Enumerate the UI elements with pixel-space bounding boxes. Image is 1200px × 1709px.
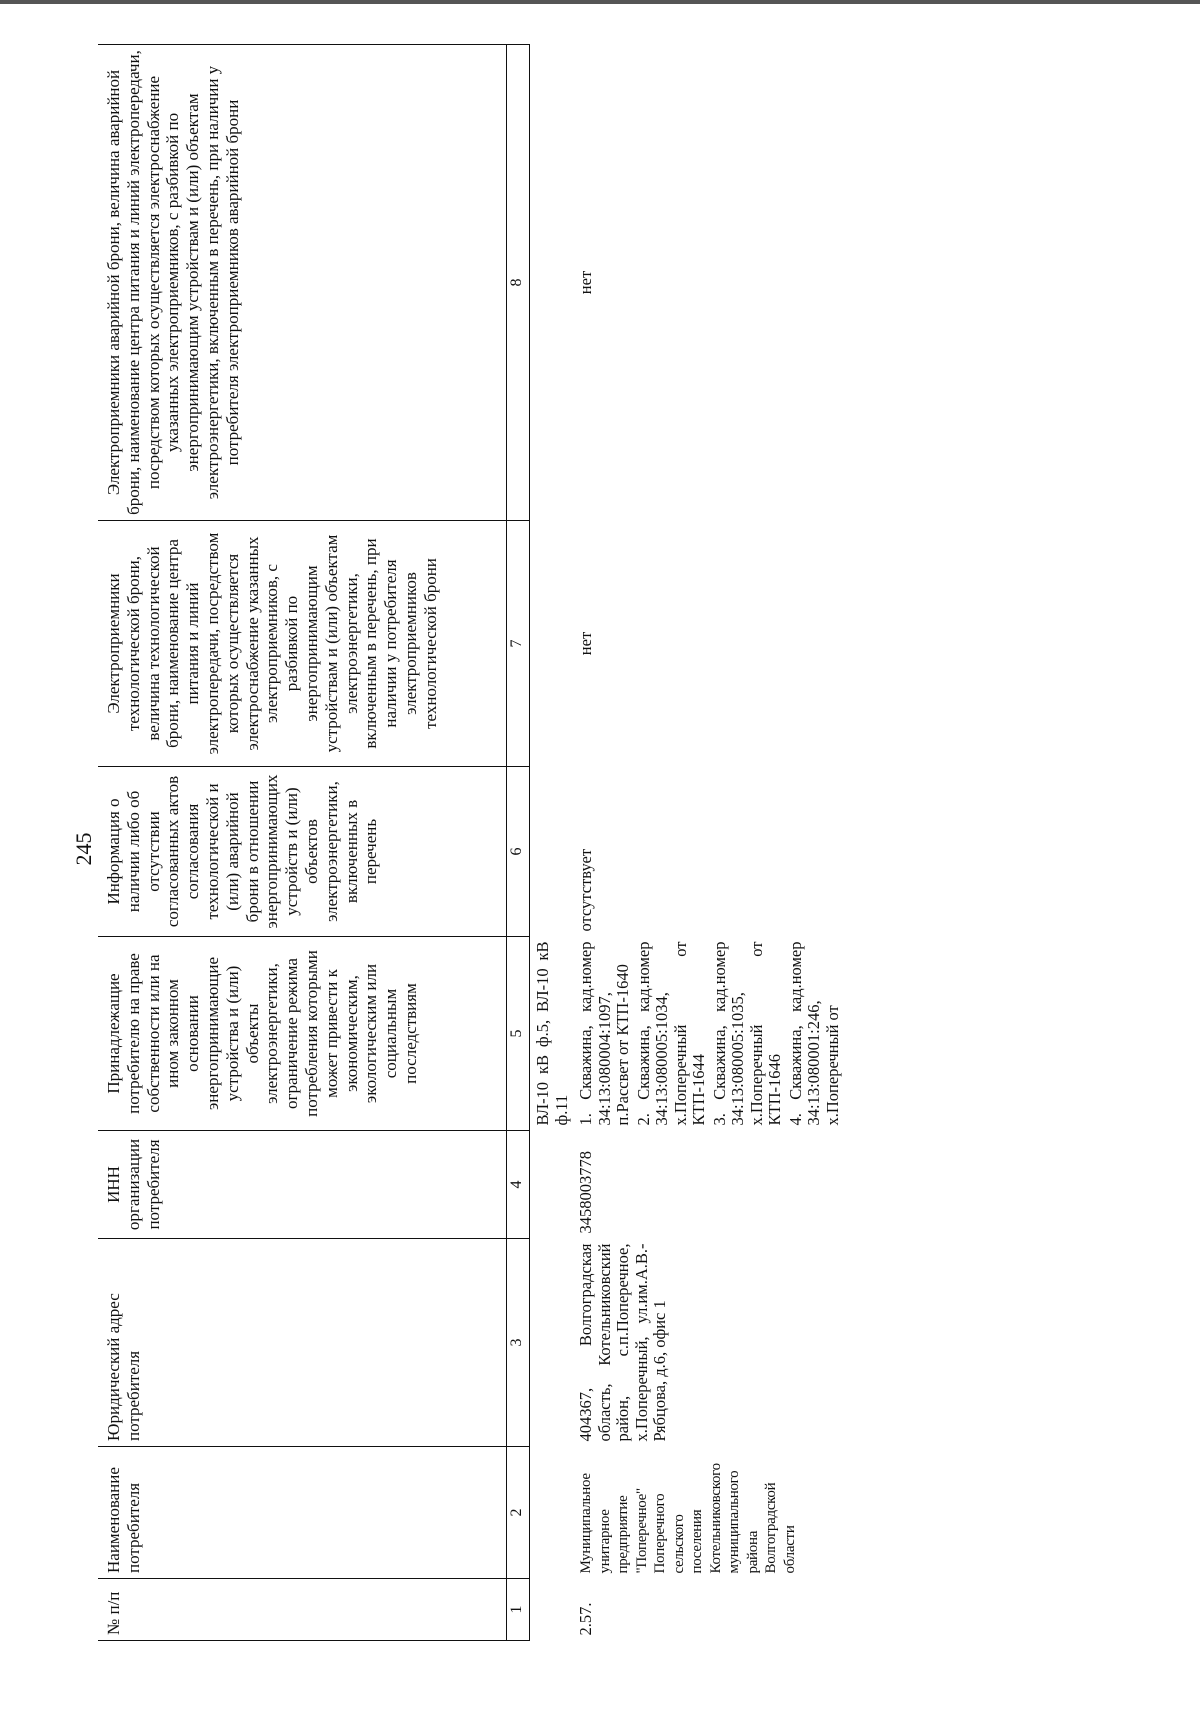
column-number: 5 [507, 937, 530, 1131]
column-number: 8 [507, 45, 530, 521]
column-number: 2 [507, 1447, 530, 1579]
consumer-table [98, 44, 842, 1641]
legal-address: 404367, Волгоградская область, Котельниковский район, с.п.Поперечное, х.Поперечный, ул.им.А.В.-Рябцова, д.6, офис 1 [576, 1243, 669, 1442]
consumer-name: Муниципальное унитарное предприятие "Поперечное" Поперечного сельского поселения Котельниковского муниципального района Волгоградской области [578, 1463, 798, 1574]
header-row [98, 45, 507, 1641]
header-legal-address: Юридический адрес потребителя [98, 1239, 507, 1447]
acts-info-value: отсутствует [576, 848, 595, 932]
table-row [571, 45, 842, 1641]
rotated-sheet [98, 45, 1098, 1641]
header-emergency-reserve: Электроприемники аварийной брони, величина аварийной брони, наименование центра питания и линий электропередачи, посредством которых осуществляется электроснабжение указанных электроприемников, с разбивкой по энергопринимающим устройствам и (или) объектам электроэнергетики, включенным в перечень, при наличии у потребителя электроприемников аварийной брони [98, 45, 507, 521]
header-inn: ИНН организации потребителя [98, 1131, 507, 1239]
tech-reserve-value: нет [576, 631, 595, 656]
column-number-row [507, 45, 530, 1641]
continuation-row [530, 45, 572, 1641]
emergency-reserve-value: нет [576, 270, 595, 295]
continuation-lines: ВЛ-10 кВ ф.5, ВЛ-10 кВ ф.11 [533, 941, 571, 1126]
row-number: 2.57. [576, 1602, 595, 1636]
column-number: 4 [507, 1131, 530, 1239]
column-number: 3 [507, 1239, 530, 1447]
top-border-line [0, 0, 1200, 4]
page-number: 245 [71, 832, 96, 866]
device-item: 2. Скважина, кад.номер 34:13:080005:1034, х.Поперечный от КТП-1644 [633, 941, 708, 1126]
inn-value: 3458003778 [576, 1151, 595, 1234]
device-item: 3. Скважина, кад.номер 34:13:080005:1035, х.Поперечный от КТП-1646 [709, 941, 784, 1126]
column-number: 7 [507, 521, 530, 767]
device-item: 4. Скважина, кад.номер 34:13:080001:246, х.Поперечный от [785, 941, 842, 1126]
column-number: 6 [507, 767, 530, 937]
header-acts-info: Информация о наличии либо об отсутствии согласованных актов согласования технологической и (или) аварийной брони в отношении энергопринимающих устройств и (или) объектов электроэнергетики, включенных в перечень [98, 767, 507, 937]
devices-list [571, 937, 842, 1131]
header-devices: Принадлежащие потребителю на праве собственности или на ином законном основании энергопринимающие устройства и (или) объекты электроэнергетики, ограничение режима потребления которыми может привести к экономическим, экологическим или социальным последствиям [98, 937, 507, 1131]
header-number: № п/п [98, 1579, 507, 1641]
header-tech-reserve: Электроприемники технологической брони, величина технологической брони, наименование центра питания и линий электропередачи, посредством которых осуществляется электроснабжение указанных электроприемников, с разбивкой по энергопринимающим устройствам и (или) объектам электроэнергетики, включенным в перечень, при наличии у потребителя электроприемников технологической брони [98, 521, 507, 767]
header-consumer-name: Наименование потребителя [98, 1447, 507, 1579]
column-number: 1 [507, 1579, 530, 1641]
device-item: 1. Скважина, кад.номер 34:13:080004:1097, п.Рассвет от КТП-1640 [576, 941, 632, 1126]
